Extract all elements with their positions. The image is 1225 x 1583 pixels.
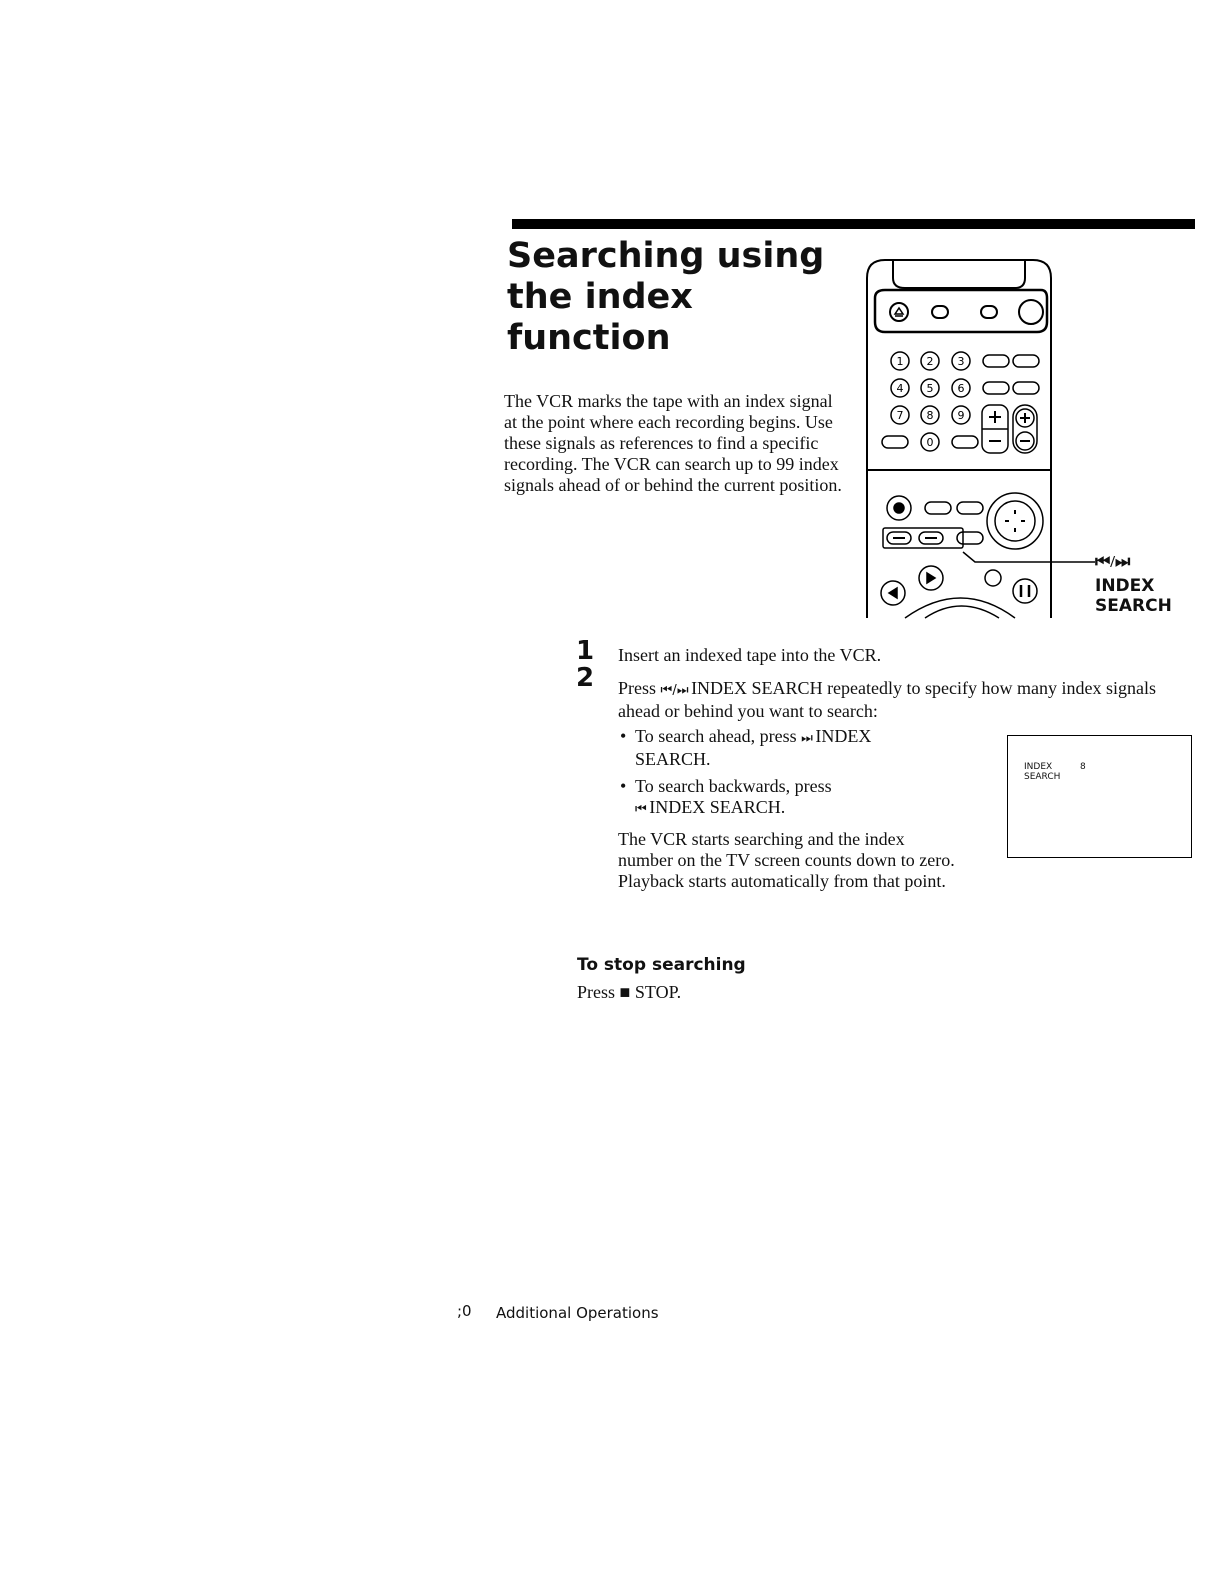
section-name: Additional Operations [496,1304,659,1322]
index-search-glyphs: ⏮/⏭ [1095,552,1131,571]
step-1-text: Insert an indexed tape into the VCR. [618,645,882,665]
remote-control-illustration [865,258,1205,622]
remote-key-8: 8 [926,409,934,422]
step-2-text [618,678,1158,722]
tv-line-1: INDEX [1024,762,1053,772]
bullet-search-ahead [620,726,940,770]
tv-screen-illustration [1007,735,1192,858]
step-2-number: 2 [576,663,595,693]
intro-paragraph: The VCR marks the tape with an index signal at the point where each recording begins. Use these signals as references to find a specific recording. The VCR can search up to 99 index signals ahead of or behind the current position. [504,391,842,495]
step-2-body: INDEX SEARCH repeatedly to specify how many index signals ahead or behind you want to search: [618,678,1156,721]
tv-index-count: 8 [1080,762,1086,772]
remote-key-7: 7 [896,409,904,422]
callout-label-search: SEARCH [1095,596,1172,616]
remote-key-0: 0 [926,436,934,449]
bullet-dot: • [620,726,627,746]
remote-key-2: 2 [926,355,934,368]
top-rule [512,219,1195,229]
remote-key-5: 5 [926,382,934,395]
title-line-2: the index [507,277,693,317]
stop-glyph: ■ [619,982,631,1002]
bullet-dot: • [620,776,627,796]
remote-key-9: 9 [957,409,965,422]
bullet-back-label: INDEX SEARCH. [649,797,786,817]
step-2-prefix: Press [618,678,657,698]
tv-line-2: SEARCH [1024,772,1061,782]
remote-key-4: 4 [896,382,904,395]
step-2-explanation: The VCR starts searching and the index number on the TV screen counts down to zero. Playback starts automatically from that point. [618,829,955,891]
remote-key-6: 6 [957,382,965,395]
callout-label-index: INDEX [1095,576,1155,596]
tv-screen-label [1024,762,1060,782]
title-line-1: Searching using [507,236,825,276]
stop-searching-heading: To stop searching [577,955,746,975]
bullet-ahead-text: To search ahead, press [635,726,797,746]
remote-key-1: 1 [896,355,904,368]
bullet-search-backward [620,776,940,820]
skip-glyphs: ⏮ / ⏭ [660,683,687,698]
stop-prefix: Press [577,982,616,1002]
page-number: ;0 [457,1302,472,1320]
prev-glyph: ⏮ [635,802,645,817]
title-line-3: function [507,318,671,358]
bullet-back-text: To search backwards, press [635,776,832,796]
stop-searching-text [577,982,681,1003]
next-glyph: ⏭ [801,731,811,746]
page-title [507,236,837,359]
step-1-number: 1 [576,636,595,666]
stop-label: STOP. [634,982,682,1002]
bullet-ahead-label: INDEX SEARCH. [635,726,872,769]
remote-key-3: 3 [957,355,965,368]
